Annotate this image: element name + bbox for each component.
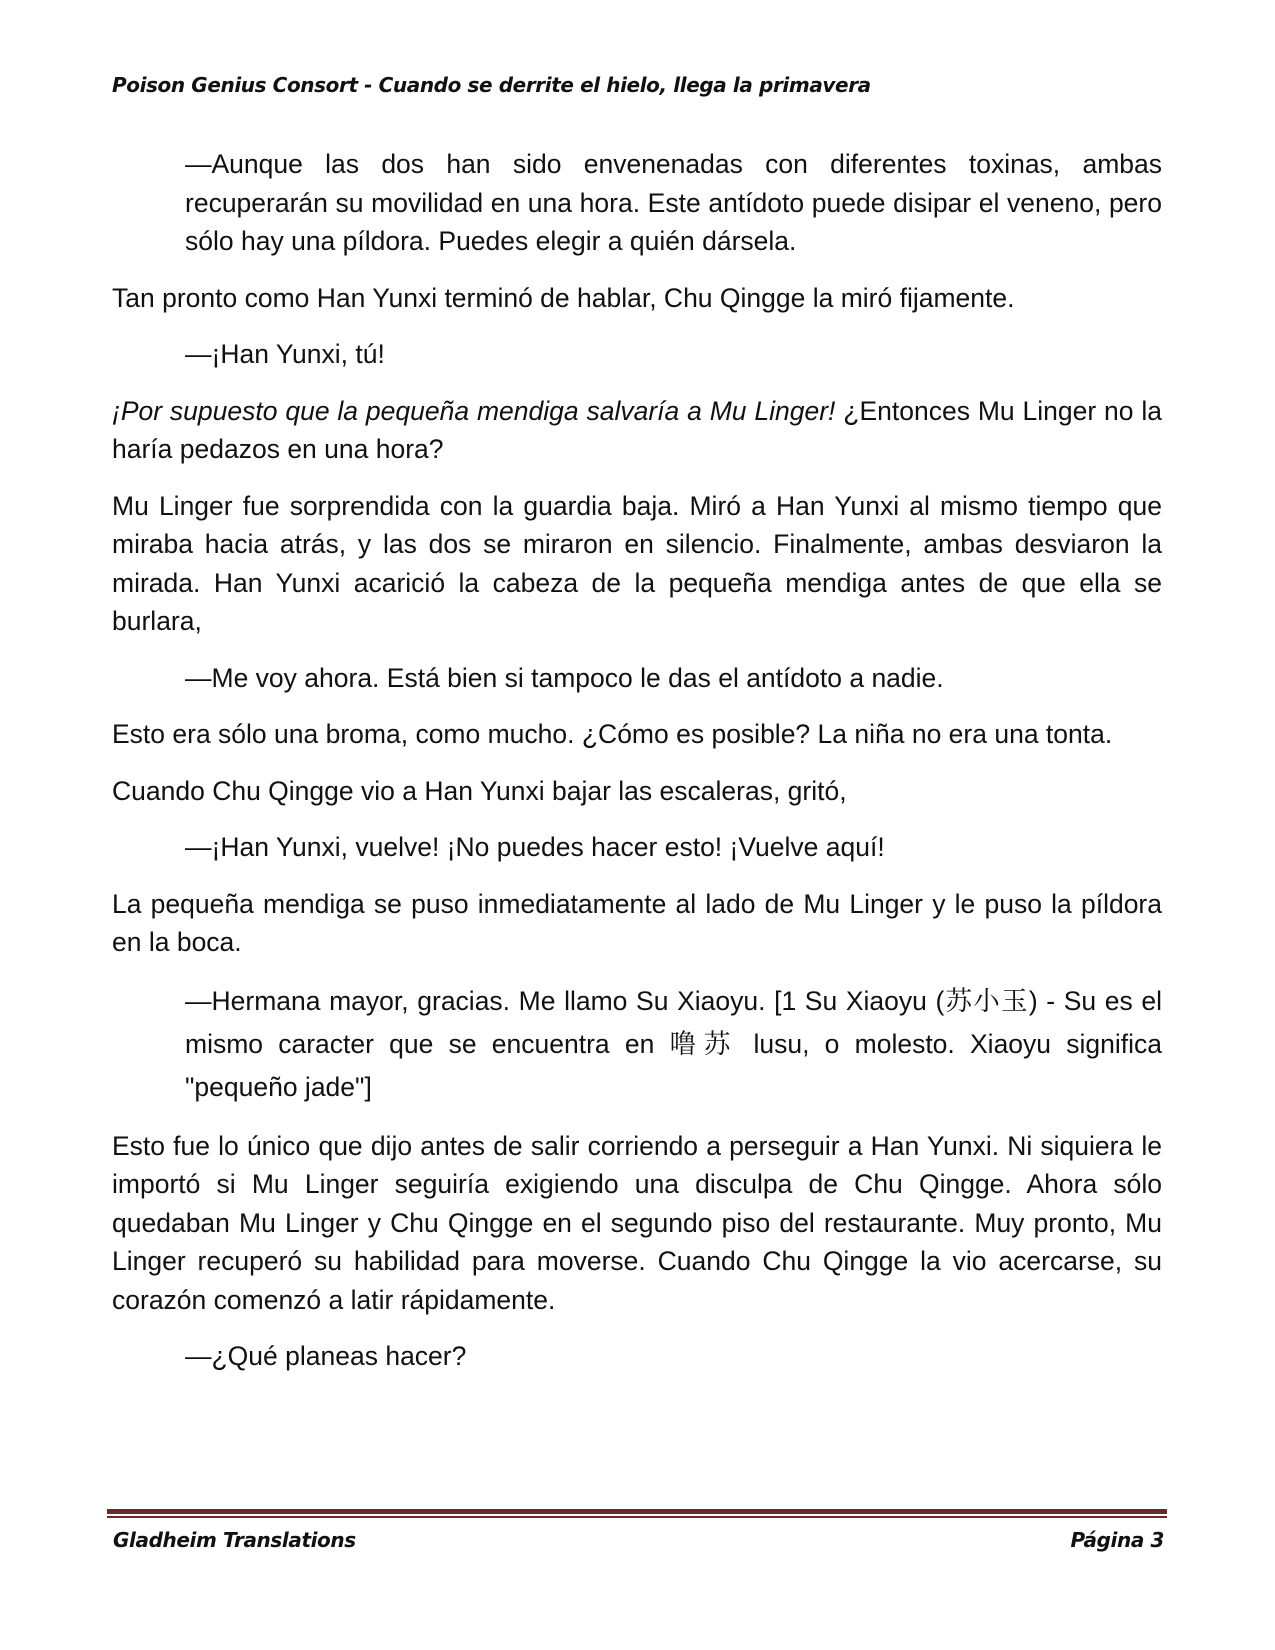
chinese-characters: 苏小玉 [944, 985, 1029, 1017]
paragraph-dialogue: —Aunque las dos han sido envenenadas con diferentes toxinas, ambas recuperarán su movilidad en una hora. Este antídoto puede disipar el veneno, pero sólo hay una píldora. Puedes elegir a quién dársela. [185, 149, 1162, 256]
paragraph-text: ¿Entonces Mu Linger no la haría pedazos en una hora? [112, 395, 1162, 464]
paragraph-dialogue: —¡Han Yunxi, tú! [185, 339, 385, 369]
paragraph-dialogue: —¡Han Yunxi, vuelve! ¡No puedes hacer esto! ¡Vuelve aquí! [185, 832, 885, 862]
paragraph-dialogue: —¿Qué planeas hacer? [185, 1341, 467, 1371]
footer-translator-credit: Gladheim Translations [113, 1528, 356, 1552]
document-body [112, 145, 1162, 1394]
paragraph-text: lusu, o molesto. Xiaoyu significa "pequeño jade"] [185, 1028, 1162, 1102]
paragraph [112, 392, 1162, 469]
italic-thought: ¡Por supuesto que la pequeña mendiga salvaría a Mu Linger! [112, 395, 836, 426]
chinese-characters: 噜苏 [669, 1028, 739, 1060]
footer-divider-thick [107, 1509, 1167, 1514]
paragraph-dialogue: —Me voy ahora. Está bien si tampoco le das el antídoto a nadie. [185, 662, 944, 693]
paragraph-text: ) - Su es el mismo caracter que se encuentra en [185, 985, 1162, 1059]
paragraph: Esto fue lo único que dijo antes de salir corriendo a perseguir a Han Yunxi. Ni siquiera le importó si Mu Linger seguiría exigiendo una disculpa de Chu Qingge. Ahora sólo quedaban Mu Linger y Chu Qingge en el segundo piso del restaurante. Muy pronto, Mu Linger recuperó su habilidad para moverse. Cuando Chu Qingge la vio acercarse, su corazón comenzó a latir rápidamente. [112, 1130, 1162, 1315]
paragraph: Mu Linger fue sorprendida con la guardia baja. Miró a Han Yunxi al mismo tiempo que miraba hacia atrás, y las dos se miraron en silencio. Finalmente, ambas desviaron la mirada. Han Yunxi acarició la cabeza de la pequeña mendiga antes de que ella se burlara, [112, 490, 1162, 636]
footer-divider-thin [107, 1516, 1167, 1518]
paragraph-text: —Hermana mayor, gracias. Me llamo Su Xiaoyu. [1 Su Xiaoyu ( [185, 985, 945, 1016]
footer-page-number: Página 3 [1070, 1528, 1164, 1552]
paragraph-dialogue-footnote [185, 980, 1162, 1109]
page-header-title: Poison Genius Consort - Cuando se derrite el hielo, llega la primavera [112, 73, 871, 97]
paragraph: La pequeña mendiga se puso inmediatamente al lado de Mu Linger y le puso la píldora en la boca. [112, 888, 1162, 957]
paragraph: Cuando Chu Qingge vio a Han Yunxi bajar las escaleras, gritó, [112, 775, 847, 806]
paragraph: Esto era sólo una broma, como mucho. ¿Cómo es posible? La niña no era una tonta. [112, 719, 1113, 749]
paragraph: Tan pronto como Han Yunxi terminó de hablar, Chu Qingge la miró fijamente. [112, 282, 1015, 313]
